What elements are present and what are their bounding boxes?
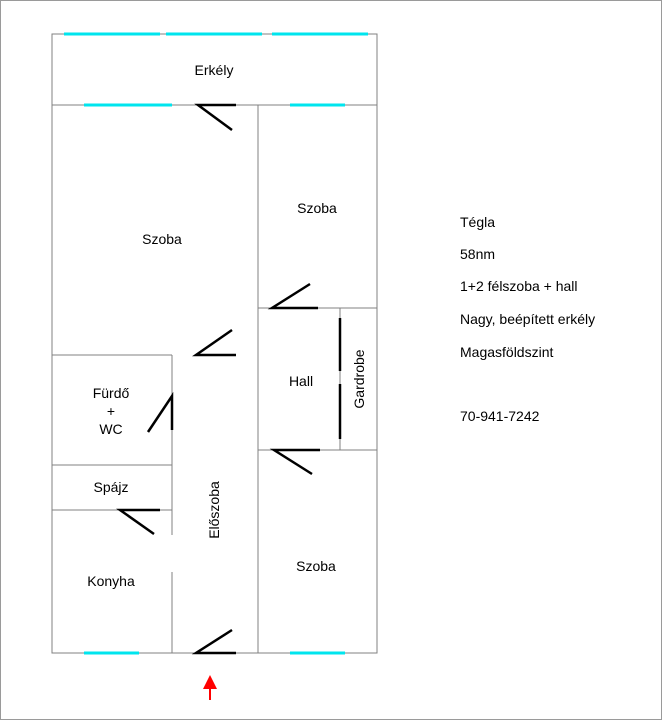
room-label-hall: Hall [288, 373, 314, 389]
room-label-gardrobe: Gardrobe [351, 349, 367, 409]
room-label-pantry: Spájz [93, 479, 129, 495]
info-material: Tégla [460, 214, 496, 230]
room-label-balcony: Erkély [194, 62, 234, 78]
door-balcony [198, 105, 236, 130]
room-label-room-left: Szoba [142, 231, 182, 247]
door-kitchen [120, 510, 160, 534]
door-room-left [196, 330, 236, 355]
info-area: 58nm [460, 246, 496, 262]
info-rooms: 1+2 félszoba + hall [460, 278, 578, 294]
room-label-bathroom-2: + [106, 403, 116, 419]
up-arrow-icon [203, 675, 217, 700]
room-label-bathroom-3: WC [99, 421, 123, 437]
room-label-room-top-right: Szoba [297, 200, 337, 216]
info-balcony: Nagy, beépített erkély [460, 311, 596, 327]
door-room-bottom-right [274, 450, 320, 474]
room-label-room-bottom-right: Szoba [296, 558, 336, 574]
door-entrance [196, 630, 236, 653]
room-label-kitchen: Konyha [87, 573, 135, 589]
room-label-hallway: Előszoba [206, 481, 222, 539]
info-floor: Magasföldszint [460, 344, 554, 360]
page-border [1, 1, 662, 720]
room-label-bathroom-1: Fürdő [92, 385, 130, 401]
door-bathroom [148, 396, 172, 432]
info-phone: 70-941-7242 [460, 408, 540, 424]
door-room-top-right [272, 284, 318, 308]
